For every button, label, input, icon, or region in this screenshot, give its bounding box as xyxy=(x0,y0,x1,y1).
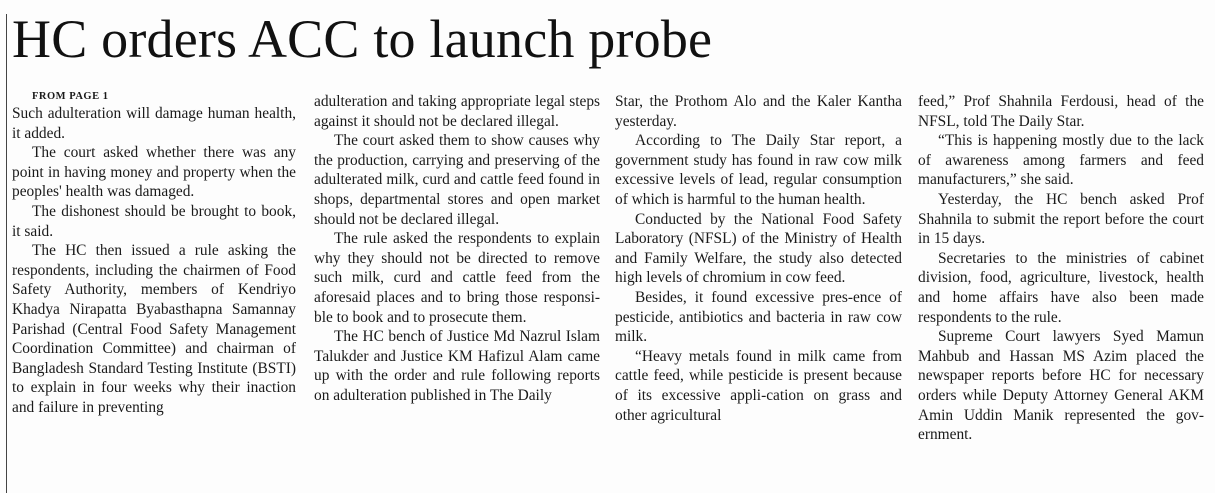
paragraph: Supreme Court lawyers Syed Mamun Mahbub and Hassan MS Azim placed the newspaper reports before HC for necessary orders while Deputy Attorney General AKM Amin Uddin Manik represented the gov-ernment. xyxy=(918,328,1204,444)
paragraph: The court asked them to show causes why the production, carrying and preserving of the adulterated milk, curd and cattle feed found in shops, departmental stores and open market should not be declared illegal. xyxy=(314,132,600,228)
article-column-1 xyxy=(12,90,296,493)
left-border-rule xyxy=(6,14,7,493)
article-column-3 xyxy=(615,92,902,495)
paragraph: Secretaries to the ministries of cabinet division, food, agriculture, livestock, health and home affairs have also been made respondents to the rule. xyxy=(918,249,1204,326)
paragraph: According to The Daily Star report, a government study has found in raw cow milk excessive levels of lead, regular consumption of which is harmful to the human health. xyxy=(615,132,902,208)
paragraph: “This is happening mostly due to the lack of awareness among farmers and feed manufacturers,” she said. xyxy=(918,132,1204,189)
paragraph: Conducted by the National Food Safety Laboratory (NFSL) of the Ministry of Health and Family Welfare, the study also detected high levels of chromium in cow feed. xyxy=(615,210,902,287)
paragraph: The dishonest should be brought to book, it said. xyxy=(12,202,296,240)
paragraph: The court asked whether there was any point in having money and property when the peoples' health was damaged. xyxy=(12,144,296,201)
article-column-4 xyxy=(918,92,1204,495)
headline: HC orders ACC to launch probe xyxy=(12,9,713,69)
paragraph: The rule asked the respondents to explain why they should not be directed to remove such milk, curd and cattle feed from the aforesaid places and to bring those responsi-ble to book and to prosecute them. xyxy=(314,230,600,326)
dateline: FROM PAGE 1 xyxy=(32,91,109,102)
article-column-2 xyxy=(314,92,600,495)
paragraph: Star, the Prothom Alo and the Kaler Kantha yesterday. xyxy=(615,93,902,130)
paragraph: Yesterday, the HC bench asked Prof Shahnila to submit the report before the court in 15 days. xyxy=(918,190,1204,248)
paragraph: adulteration and taking appropriate legal steps against it should not be declared illegal. xyxy=(314,93,600,130)
paragraph: Such adulteration will damage human health, it added. xyxy=(12,105,296,142)
paragraph: The HC bench of Justice Md Nazrul Islam Talukder and Justice KM Hafizul Alam came up with the order and rule following reports on adulteration published in The Daily xyxy=(314,328,600,404)
paragraph: Besides, it found excessive pres-ence of pesticide, antibiotics and bacteria in raw cow milk. xyxy=(615,288,902,346)
paragraph: The HC then issued a rule asking the respondents, including the chairmen of Food Safety Authority, members of Kendriyo Khadya Nirapatta Byabasthapna Samannay Parishad (Central Food Safety Management Coordination Committee) and chairman of Bangladesh Standard Testing Institute (BSTI) to explain in four weeks why their inaction and failure in preventing xyxy=(12,242,296,416)
paragraph: “Heavy metals found in milk came from cattle feed, while pesticide is present because of its excessive appli-cation on grass and other agricultural xyxy=(615,347,902,424)
paragraph: feed,” Prof Shahnila Ferdousi, head of the NFSL, told The Daily Star. xyxy=(918,93,1204,130)
